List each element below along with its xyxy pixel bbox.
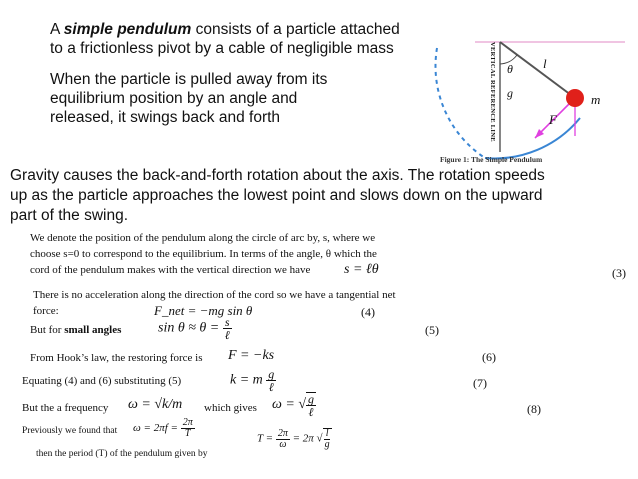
swing-arc-lower <box>485 118 580 158</box>
equation-number-8: (8) <box>527 402 541 416</box>
pendulum-bob <box>566 89 584 107</box>
frequency-equation: ω = √k/m <box>128 397 183 412</box>
equation-5: sin θ ≈ θ = $\frac{s}{\text{ℓ}}$ <box>158 315 230 342</box>
swing-arc <box>435 48 485 158</box>
previous-label: Previously we found that <box>22 426 118 436</box>
theta-label: θ <box>507 62 513 76</box>
intro-line-5: released, it swings back and forth <box>50 109 281 126</box>
small-angles-label: But for small angles <box>30 324 122 336</box>
equation-number-5: (5) <box>425 323 439 337</box>
equation-7: k = m $\frac{g}{\text{ℓ}}$ <box>230 367 275 394</box>
intro-line-2: to a frictionless pivot by a cable of negligible mass <box>50 40 394 57</box>
gravity-line-3: part of the swing. <box>10 207 129 224</box>
intro-line-4: equilibrium position by an angle and <box>50 90 298 107</box>
figure-caption: Figure 1: The Simple Pendulum <box>440 155 543 164</box>
simple-pendulum-term: simple pendulum <box>63 21 192 38</box>
force-label: F <box>549 112 557 127</box>
equation-number-4: (4) <box>361 305 375 319</box>
intro-line-3: When the particle is pulled away from its <box>50 71 328 88</box>
tangential-line-1: There is no acceleration along the direction of the cord so we have a tangential net <box>33 289 396 301</box>
gravity-line-1: Gravity causes the back-and-forth rotation about the axis. The rotation speeds <box>10 167 545 184</box>
period-equation: T = $\frac{2\pi}{\omega}$ = 2π √ $\frac{l}{g}$ <box>257 427 330 450</box>
equation-4: F_net = −mg sin θ <box>154 303 253 318</box>
equation-3: s = ℓθ <box>344 262 379 277</box>
vertical-reference-label: VERTICAL REFERENCE LINE <box>489 42 496 142</box>
position-line-2: choose s=0 to correspond to the equilibrium. In terms of the angle, θ which the <box>30 248 377 260</box>
period-label: then the period (T) of the pendulum given by <box>36 449 208 459</box>
which-gives-label: which gives <box>204 402 257 414</box>
angular-frequency-equation: ω = 2πf = $\frac{2\pi}{T}$ <box>133 417 193 439</box>
gravity-paragraph <box>10 166 635 226</box>
equation-8: ω = √ $\frac{g}{\text{ℓ}}$ <box>272 392 315 419</box>
length-label: l <box>543 56 547 71</box>
position-paragraph <box>30 230 450 278</box>
equation-number-7: (7) <box>473 376 487 390</box>
equation-number-3: (3) <box>612 266 626 280</box>
tangential-line-2: force: <box>33 305 59 317</box>
equation-6: F = −ks <box>228 348 275 363</box>
position-line-1: We denote the position of the pendulum along the circle of arc by, s, where we <box>30 232 376 244</box>
intro-block <box>50 20 420 127</box>
mass-label: m <box>591 92 601 107</box>
position-line-3: cord of the pendulum makes with the vertical direction we have <box>30 264 311 276</box>
gravity-label: g <box>507 86 513 100</box>
equation-number-6: (6) <box>482 350 496 364</box>
intro-line-1: A simple pendulum consists of a particle attached <box>50 21 400 38</box>
gravity-line-2: up as the particle approaches the lowest point and slows down on the upward <box>10 187 543 204</box>
hooke-label: From Hook’s law, the restoring force is <box>30 352 203 364</box>
frequency-label: But the a frequency <box>22 402 109 414</box>
small-angles-term: small angles <box>64 324 122 336</box>
pendulum-figure <box>425 40 625 170</box>
equating-label: Equating (4) and (6) substituting (5) <box>22 375 182 387</box>
